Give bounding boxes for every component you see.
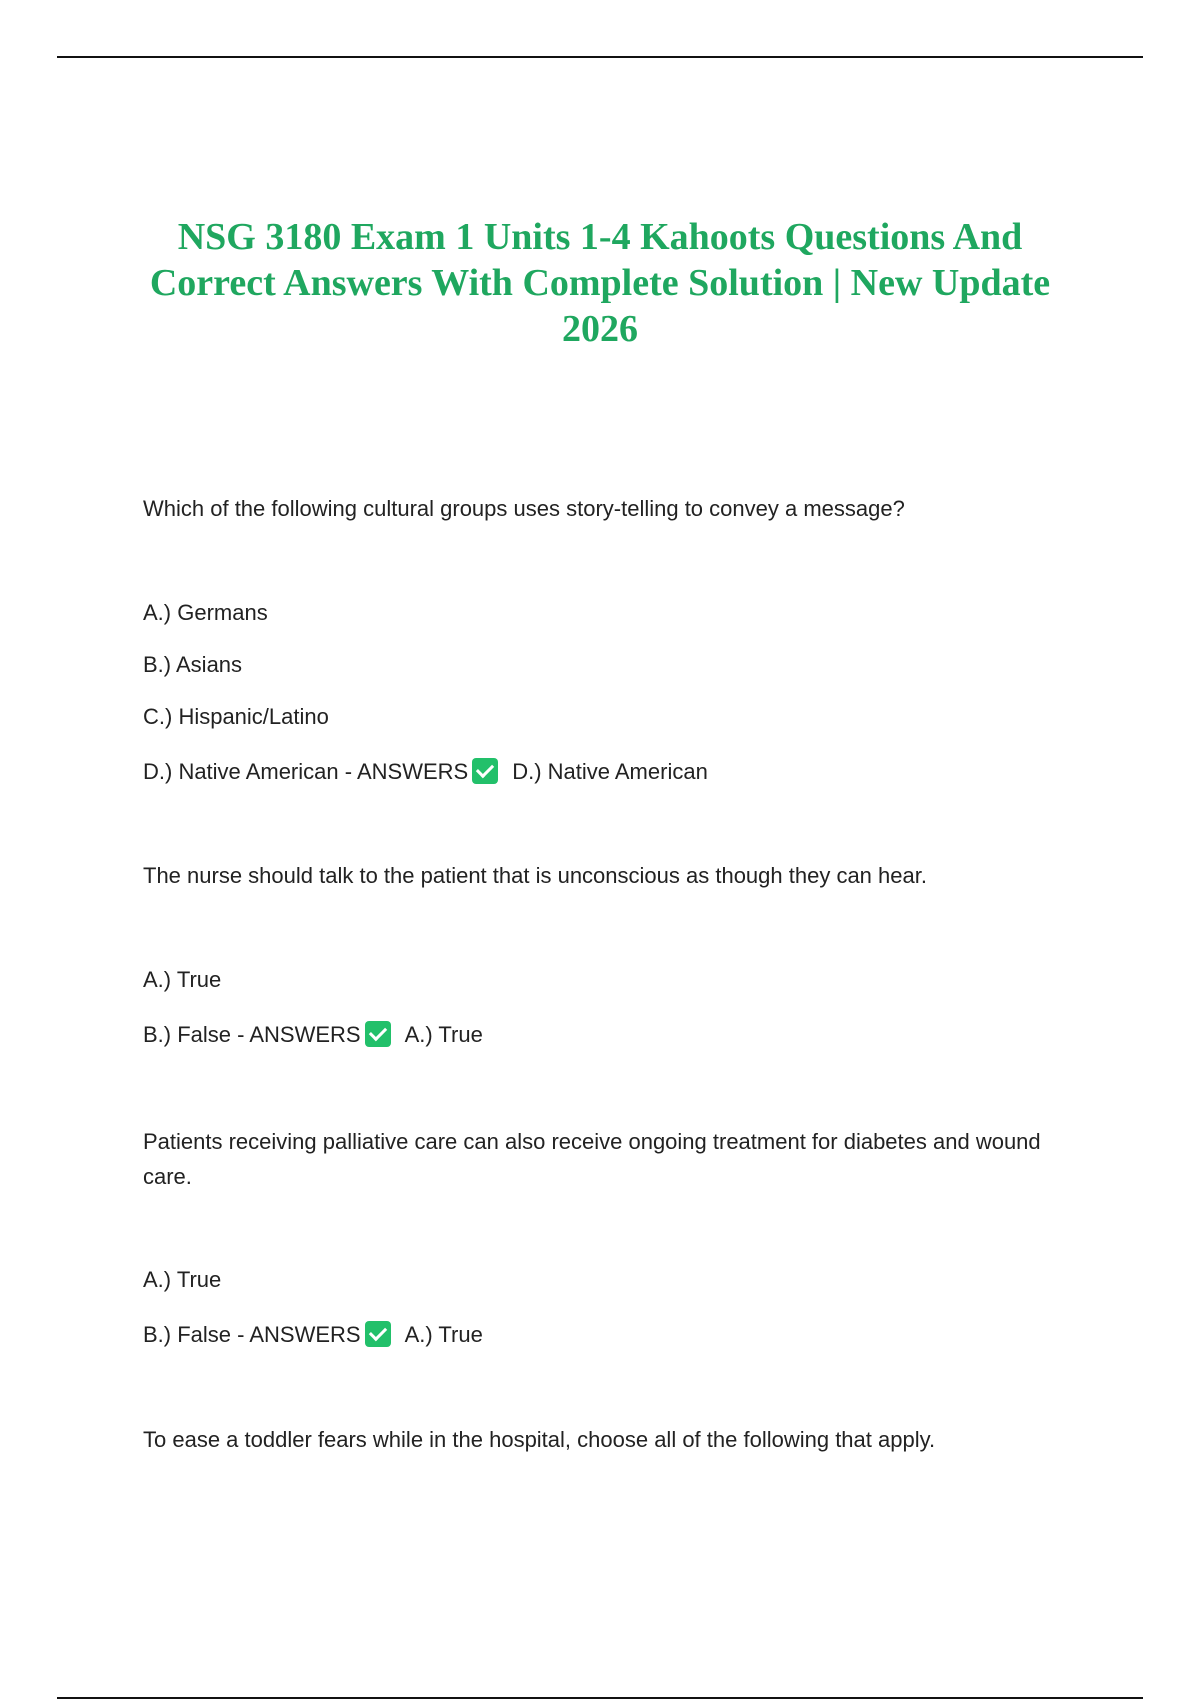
check-box-icon	[472, 758, 498, 784]
question-1-option-b: B.) Asians	[143, 652, 243, 677]
top-rule	[57, 56, 1143, 58]
question-2-text: The nurse should talk to the patient that is unconscious as though they can hear.	[143, 863, 927, 888]
question-2-answer: A.) True	[404, 1022, 483, 1047]
question-1-option-c: C.) Hispanic/Latino	[143, 704, 329, 729]
question-1-option-d-row	[143, 757, 708, 787]
question-3-option-a: A.) True	[143, 1267, 222, 1292]
question-1-option-a: A.) Germans	[143, 600, 268, 625]
question-3-option-b: B.) False - ANSWERS	[143, 1322, 361, 1347]
check-box-icon	[365, 1321, 391, 1347]
question-1-text: Which of the following cultural groups uses story-telling to convey a message?	[143, 496, 905, 521]
question-2-option-b-row	[143, 1020, 483, 1050]
question-2-option-a: A.) True	[143, 967, 222, 992]
question-1-answer: D.) Native American	[512, 759, 708, 784]
question-3-text: Patients receiving palliative care can also receive ongoing treatment for diabetes and wound care.	[143, 1129, 1041, 1189]
bottom-rule	[57, 1697, 1143, 1699]
question-4-text: To ease a toddler fears while in the hospital, choose all of the following that apply.	[143, 1427, 936, 1452]
question-1-option-d: D.) Native American - ANSWERS	[143, 759, 469, 784]
document-title: NSG 3180 Exam 1 Units 1-4 Kahoots Questions And Correct Answers With Complete Solution | New Update 2026	[149, 216, 1051, 350]
question-3-option-b-row	[143, 1320, 483, 1350]
question-2-option-b: B.) False - ANSWERS	[143, 1022, 361, 1047]
question-3-answer: A.) True	[404, 1322, 483, 1347]
check-box-icon	[365, 1021, 391, 1047]
